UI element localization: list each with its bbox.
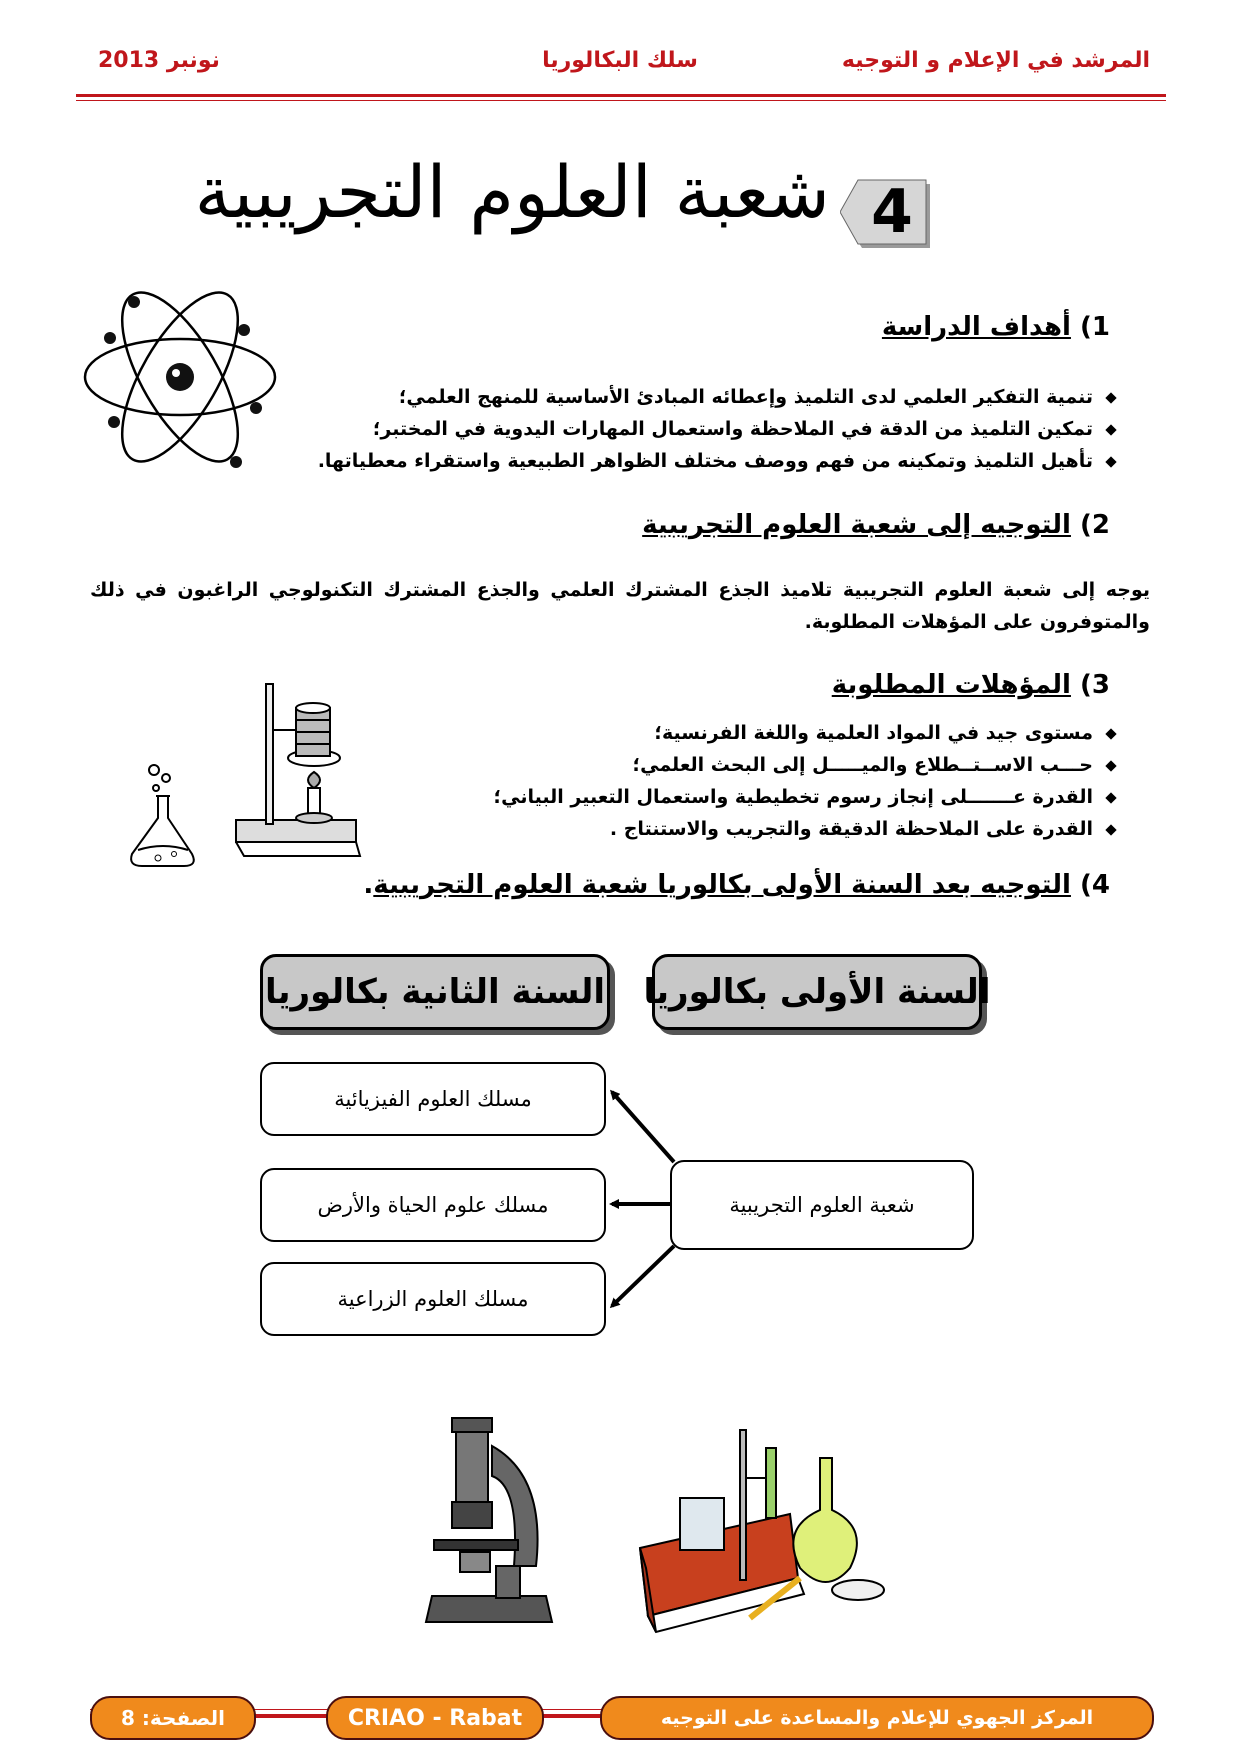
arrow-to-agronomy <box>612 1246 674 1306</box>
microscope-illustration <box>396 1416 576 1636</box>
section1-bullet <box>373 418 1115 440</box>
section2-heading <box>642 510 1110 540</box>
footer-criao: CRIAO - Rabat <box>326 1696 544 1740</box>
header-rule <box>76 94 1166 97</box>
atom-icon <box>80 262 280 492</box>
section4-heading <box>363 870 1110 900</box>
arrow-to-physics <box>612 1092 674 1162</box>
bullet-diamond-icon <box>1105 792 1116 803</box>
atom-illustration <box>80 262 280 492</box>
burner-stand-icon <box>232 680 362 866</box>
diagram-arrows <box>600 1080 676 1320</box>
section2-paragraph-line2: والمتوفرون على المؤهلات المطلوبة. <box>804 611 1150 633</box>
flask-icon <box>118 762 208 872</box>
bullet-diamond-icon <box>1105 392 1116 403</box>
section3-heading <box>832 670 1110 700</box>
section3-number: 3) <box>1080 670 1110 700</box>
flask-illustration <box>118 762 208 872</box>
bullet-text: تمكين التلميذ من الدقة في الملاحظة واستعمال المهارات اليدوية في المختبر؛ <box>372 418 1093 440</box>
section3-bullet <box>633 754 1116 776</box>
header-guide-title: المرشد في الإعلام و التوجيه <box>841 48 1150 73</box>
lab-equipment-illustration <box>620 1418 940 1640</box>
section1-title: أهداف الدراسة <box>881 312 1071 342</box>
bullet-text: حـــب الاســتــطلاع والميـــــل إلى البحث العلمي؛ <box>632 754 1093 776</box>
microscope-icon <box>396 1416 576 1636</box>
bullet-diamond-icon <box>1105 424 1116 435</box>
page-title: شعبة العلوم التجريبية <box>194 150 830 234</box>
lab-equipment-icon <box>620 1418 940 1640</box>
section1-bullet <box>318 450 1115 472</box>
bullet-diamond-icon <box>1105 456 1116 467</box>
burner-stand-illustration <box>232 680 362 866</box>
year1-box: السنة الأولى بكالوريا <box>652 954 982 1030</box>
bullet-text: تنمية التفكير العلمي لدى التلميذ وإعطائه المبادئ الأساسية للمنهج العلمي؛ <box>398 386 1093 408</box>
bullet-text: تأهيل التلميذ وتمكينه من فهم ووصف مختلف الظواهر الطبيعية واستقراء معطياتها. <box>317 450 1093 472</box>
section2-paragraph-line1: يوجه إلى شعبة العلوم التجريبية تلاميذ الجذع المشترك العلمي والجذع المشترك التكنولوجي الراغبون في ذلك <box>90 579 1150 601</box>
title-number-badge <box>840 176 932 256</box>
path-agronomy-box: مسلك العلوم الزراعية <box>260 1262 606 1336</box>
section1-number: 1) <box>1080 312 1110 342</box>
path-life-earth-box: مسلك علوم الحياة والأرض <box>260 1168 606 1242</box>
title-number: 4 <box>871 177 913 247</box>
section3-bullet <box>494 786 1115 808</box>
bullet-text: مستوى جيد في المواد العلمية واللغة الفرنسية؛ <box>654 722 1093 744</box>
section2-title: التوجيه إلى شعبة العلوم التجريبية <box>642 510 1071 540</box>
bullet-text: القدرة عـــــــلى إنجاز رسوم تخطيطية واستعمال التعبير البياني؛ <box>493 786 1093 808</box>
section4-number: 4) <box>1080 870 1110 900</box>
path-physics-box: مسلك العلوم الفيزيائية <box>260 1062 606 1136</box>
section1-bullet <box>399 386 1115 408</box>
section3-title: المؤهلات المطلوبة <box>831 670 1071 700</box>
section4-title: التوجيه بعد السنة الأولى بكالوريا شعبة العلوم التجريبية <box>373 870 1071 900</box>
bullet-diamond-icon <box>1105 824 1116 835</box>
section3-bullet <box>654 722 1115 744</box>
bullet-diamond-icon <box>1105 728 1116 739</box>
header-rule-thin <box>76 100 1166 101</box>
section2-number: 2) <box>1080 510 1110 540</box>
header-date: نونبر 2013 <box>98 48 220 73</box>
section3-bullet <box>610 818 1115 840</box>
section1-heading <box>882 312 1110 342</box>
bullet-text: القدرة على الملاحظة الدقيقة والتجريب والاستنتاج . <box>609 818 1093 840</box>
footer-center-name: المركز الجهوي للإعلام والمساعدة على التوجيه <box>600 1696 1154 1740</box>
footer-page-number: الصفحة: 8 <box>90 1696 256 1740</box>
header-cycle: سلك البكالوريا <box>542 48 698 73</box>
source-stream-box: شعبة العلوم التجريبية <box>670 1160 974 1250</box>
bullet-diamond-icon <box>1105 760 1116 771</box>
section4-trail: . <box>363 870 374 900</box>
year2-box: السنة الثانية بكالوريا <box>260 954 610 1030</box>
